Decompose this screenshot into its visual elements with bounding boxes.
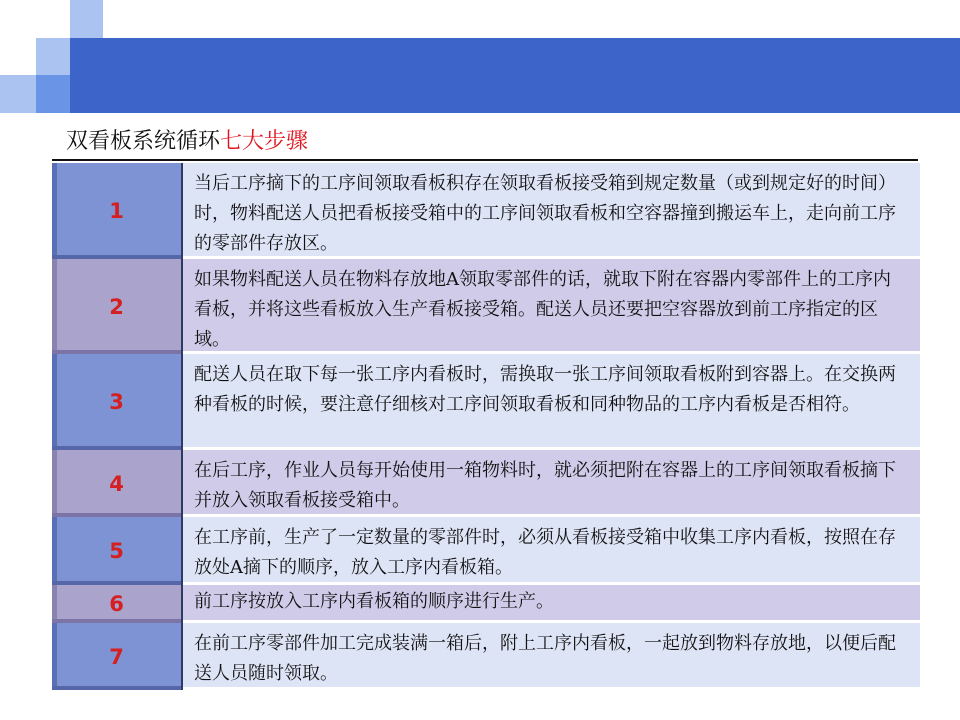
step-number: 7 bbox=[109, 644, 124, 669]
step-row bbox=[52, 585, 920, 623]
deco-square bbox=[36, 75, 70, 113]
step-number-cell bbox=[52, 450, 183, 517]
step-number-cell bbox=[52, 517, 183, 585]
step-row bbox=[52, 517, 920, 585]
step-number: 5 bbox=[109, 539, 124, 563]
step-text: 在工序前，生产了一定数量的零部件时，必须从看板接受箱中收集工序内看板，按照在存放处A摘下的顺序，放入工序内看板箱。 bbox=[183, 517, 920, 585]
step-row bbox=[52, 450, 920, 517]
step-row bbox=[52, 354, 920, 450]
deco-square bbox=[36, 38, 70, 75]
step-number-cell bbox=[52, 259, 183, 354]
step-text: 配送人员在取下每一张工序内看板时，需换取一张工序间领取看板附到容器上。在交换两种看板的时候，要注意仔细核对工序间领取看板和同种物品的工序内看板是否相符。 bbox=[183, 354, 920, 450]
step-number: 3 bbox=[109, 390, 124, 414]
step-text: 在后工序，作业人员每开始使用一箱物料时，就必须把附在容器上的工序间领取看板摘下并放入领取看板接受箱中。 bbox=[183, 450, 920, 517]
slide-title-highlight: 七大步骤 bbox=[220, 129, 309, 154]
slide-title bbox=[66, 126, 308, 158]
step-row bbox=[52, 163, 920, 259]
step-text: 如果物料配送人员在物料存放地A领取零部件的话，就取下附在容器内零部件上的工序内看板，并将这些看板放入生产看板接受箱。配送人员还要把空容器放到前工序指定的区域。 bbox=[183, 259, 920, 354]
step-number-cell bbox=[52, 623, 183, 690]
step-text: 在前工序零部件加工完成装满一箱后，附上工序内看板，一起放到物料存放地，以便后配送人员随时领取。 bbox=[183, 623, 920, 690]
deco-square bbox=[70, 0, 103, 38]
step-text: 当后工序摘下的工序间领取看板积存在领取看板接受箱到规定数量（或到规定好的时间）时，物料配送人员把看板接受箱中的工序间领取看板和空容器撞到搬运车上，走向前工序的零部件存放区。 bbox=[183, 163, 920, 259]
step-row bbox=[52, 259, 920, 354]
step-number: 2 bbox=[109, 294, 124, 319]
step-number: 6 bbox=[109, 592, 124, 616]
step-number: 4 bbox=[109, 471, 124, 496]
step-row bbox=[52, 623, 920, 690]
slide-title-main: 双看板系统循环 bbox=[66, 129, 221, 154]
step-number: 1 bbox=[109, 199, 124, 223]
header-banner bbox=[70, 38, 960, 113]
step-number-cell bbox=[52, 354, 183, 450]
steps-table bbox=[52, 163, 920, 690]
title-underline bbox=[52, 159, 918, 161]
step-number-cell bbox=[52, 585, 183, 623]
step-text: 前工序按放入工序内看板箱的顺序进行生产。 bbox=[183, 585, 920, 623]
step-number-cell bbox=[52, 163, 183, 259]
deco-square bbox=[0, 75, 36, 113]
